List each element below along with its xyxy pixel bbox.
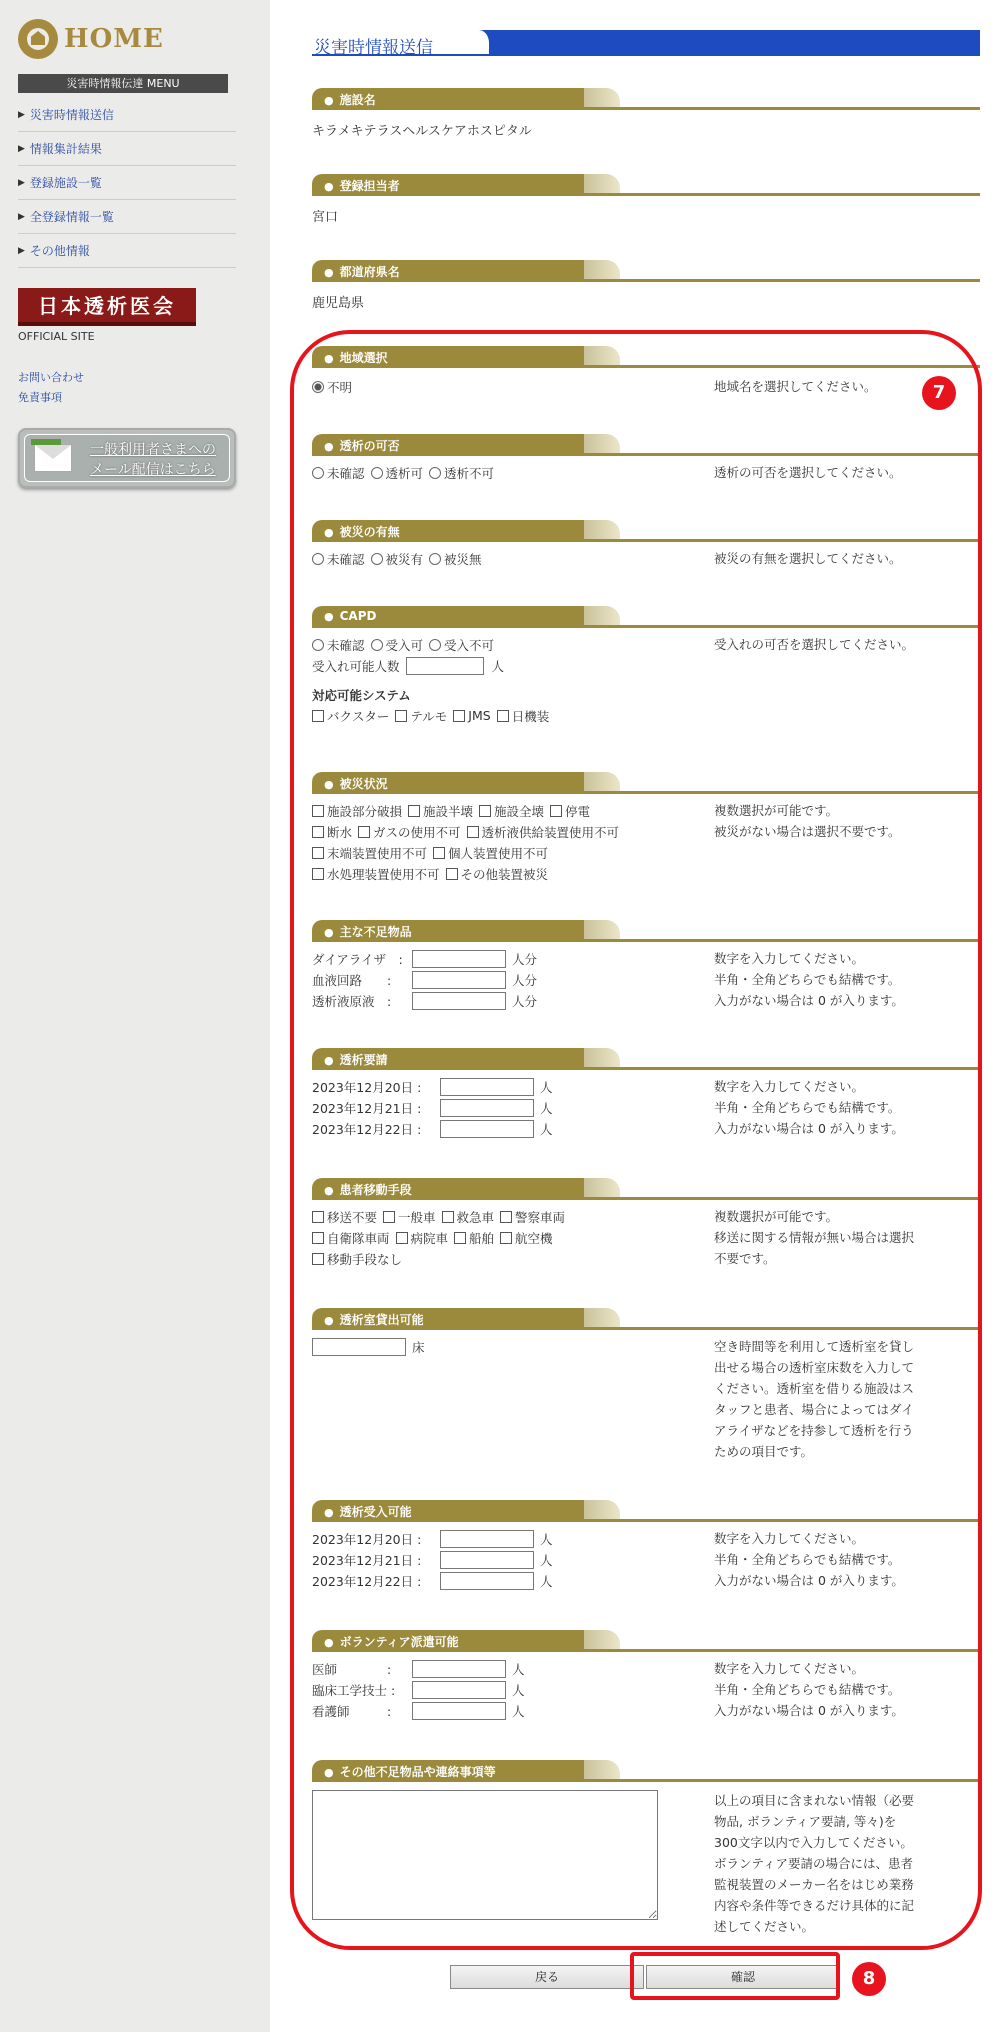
checkbox-label: 自衛隊車両: [327, 1230, 390, 1246]
field-label: 血液回路 :: [312, 972, 392, 988]
note-line: 述してください。: [714, 1919, 815, 1934]
disclaimer-link[interactable]: 免責事項: [18, 391, 62, 404]
sidebar: [0, 0, 270, 2032]
note-line: 数字を入力してください。: [714, 1661, 865, 1676]
sidebar-item-all-info[interactable]: ▶ 全登録情報一覧: [18, 200, 236, 234]
radio-label: 未確認: [327, 551, 365, 567]
section-registrant: [312, 174, 980, 225]
unit-label: 人: [512, 1682, 525, 1698]
note-line: 内容や条件等できるだけ具体的に記: [714, 1898, 915, 1913]
note-line: 数字を入力してください。: [714, 1531, 865, 1546]
field-label: 看護師 :: [312, 1703, 392, 1719]
registrant-name: 宮口: [312, 210, 339, 225]
note-line: アライザなどを持参して透析を行う: [714, 1423, 914, 1438]
confirm-button[interactable]: 確認: [646, 1965, 840, 1989]
note-line: 数字を入力してください。: [714, 1079, 865, 1094]
home-link[interactable]: [18, 16, 164, 62]
note-line: ボランティア要請の場合には、患者: [714, 1856, 914, 1871]
sidebar-menu: [18, 98, 236, 268]
section-title: ● 透析の可否: [324, 437, 400, 454]
triangle-right-icon: ▶: [18, 143, 25, 154]
section-title: ● 被災の有無: [324, 523, 400, 540]
checkbox-label: 施設全壊: [494, 803, 545, 819]
checkbox-label: バクスター: [327, 708, 390, 724]
checkbox-label: 一般車: [398, 1209, 436, 1225]
mail-line1: 一般利用者さまへの: [90, 442, 216, 458]
note-line: 入力がない場合は 0 が入ります。: [714, 1573, 904, 1588]
note-line: 移送に関する情報が無い場合は選択: [714, 1230, 915, 1245]
triangle-right-icon: ▶: [18, 109, 25, 120]
note-line: 複数選択が可能です。: [714, 1209, 839, 1224]
unit-label: 人: [540, 1552, 553, 1568]
checkbox-label: 病院車: [410, 1230, 449, 1246]
note-line: 300文字以内で入力してください。: [714, 1835, 913, 1850]
radio-label: 受入不可: [444, 637, 495, 653]
contact-link[interactable]: お問い合わせ: [18, 371, 84, 384]
checkbox-label: その他装置被災: [460, 866, 549, 882]
unit-label: 人: [540, 1079, 553, 1095]
unit-label: 人: [540, 1573, 553, 1589]
back-button[interactable]: 戻る: [450, 1965, 644, 1989]
status-note-2: 被災がない場合は選択不要です。: [714, 824, 901, 839]
highlight-form-outline: [290, 330, 982, 1950]
field-label: 透析液原液 :: [312, 993, 392, 1009]
note-line: 以上の項目に含まれない情報（必要: [714, 1793, 915, 1808]
section-title: ● 都道府県名: [324, 263, 400, 280]
note-line: 入力がない場合は 0 が入ります。: [714, 1121, 904, 1136]
section-title: ● ボランティア派遣可能: [324, 1633, 459, 1650]
section-title: ● CAPD: [324, 609, 376, 623]
page-title: 災害時情報送信: [314, 38, 433, 58]
sidebar-item-send[interactable]: ▶ 災害時情報送信: [18, 98, 236, 132]
note-line: 不要です。: [714, 1251, 776, 1266]
checkbox-label: 施設部分破損: [327, 803, 403, 819]
checkbox-label: 末端装置使用不可: [327, 845, 428, 861]
field-label: ダイアライザ :: [312, 951, 403, 967]
radio-label: 透析不可: [444, 465, 495, 481]
status-note-1: 複数選択が可能です。: [714, 803, 839, 818]
section-prefecture: [312, 260, 980, 311]
section-title: ● 被災状況: [324, 775, 388, 792]
unit-label: 人分: [512, 993, 538, 1009]
section-title: ● 施設名: [324, 91, 376, 108]
home-logo-icon: [18, 19, 58, 59]
unit-label: 人分: [512, 951, 538, 967]
field-label: 2023年12月20日 :: [312, 1531, 422, 1547]
note-line: 入力がない場合は 0 が入ります。: [714, 993, 904, 1008]
note-line: ください。透析室を借りる施設はス: [714, 1381, 915, 1396]
field-label: 2023年12月21日 :: [312, 1552, 422, 1568]
highlight-confirm-outline: [630, 1952, 840, 2000]
note-line: 半角・全角どちらでも結構です。: [714, 1552, 901, 1567]
annotation-badge-8: 8: [852, 1962, 886, 1996]
field-label: 2023年12月20日 :: [312, 1079, 422, 1095]
checkbox-label: 断水: [327, 824, 353, 840]
unit-label: 床: [412, 1339, 425, 1355]
checkbox-label: 航空機: [515, 1230, 553, 1246]
home-label: HOME: [64, 24, 164, 54]
sidebar-item-results[interactable]: ▶ 情報集計結果: [18, 132, 236, 166]
note-line: 半角・全角どちらでも結構です。: [714, 972, 901, 987]
unit-label: 人: [512, 1661, 525, 1677]
section-title: ● 地域選択: [324, 349, 388, 366]
note-line: 数字を入力してください。: [714, 951, 865, 966]
official-site-label: OFFICIAL SITE: [18, 330, 95, 343]
triangle-right-icon: ▶: [18, 245, 25, 256]
section-title: ● その他不足物品や連絡事項等: [324, 1763, 496, 1780]
envelope-icon: [34, 444, 72, 472]
checkbox-label: ガスの使用不可: [373, 824, 461, 840]
note-line: タッフと患者、場合によってはダイ: [714, 1402, 914, 1417]
checkbox-label: 透析液供給装置使用不可: [481, 824, 620, 840]
checkbox-label: 救急車: [456, 1209, 495, 1225]
section-title: ● 登録担当者: [324, 177, 400, 194]
unit-label: 人: [540, 1531, 553, 1547]
menu-heading: 災害時情報伝達 MENU: [18, 74, 228, 93]
checkbox-label: 警察車両: [515, 1209, 566, 1225]
note-line: 入力がない場合は 0 が入ります。: [714, 1703, 904, 1718]
note-line: 半角・全角どちらでも結構です。: [714, 1682, 901, 1697]
radio-label: 未確認: [327, 637, 365, 653]
region-note: 地域名を選択してください。: [714, 379, 877, 394]
checkbox-label: 水処理装置使用不可: [327, 866, 440, 882]
checkbox-label: 船舶: [469, 1230, 495, 1246]
unit-label: 人: [540, 1100, 553, 1116]
note-line: 空き時間等を利用して透析室を貸し: [714, 1339, 915, 1354]
field-label: 2023年12月22日 :: [312, 1121, 422, 1137]
field-label: 医師 :: [312, 1661, 392, 1677]
section-title: ● 透析受入可能: [324, 1503, 412, 1520]
radio-label: 未確認: [327, 465, 365, 481]
section-title: ● 透析要請: [324, 1051, 388, 1068]
prefecture-name: 鹿児島県: [312, 296, 365, 311]
checkbox-label: 移送不要: [327, 1209, 378, 1225]
note-line: 監視装置のメーカー名をはじめ業務: [714, 1877, 914, 1892]
sidebar-item-facilities[interactable]: ▶ 登録施設一覧: [18, 166, 236, 200]
system-label: 対応可能システム: [312, 687, 411, 703]
section-title: ● 患者移動手段: [324, 1181, 412, 1198]
damage-note: 被災の有無を選択してください。: [714, 551, 902, 566]
checkbox-label: 個人装置使用不可: [448, 845, 549, 861]
unit-label: 人: [540, 1121, 553, 1137]
section-facility: [312, 88, 980, 139]
triangle-right-icon: ▶: [18, 211, 25, 222]
mail-line2: メール配信はこちら: [90, 462, 216, 478]
field-label: 2023年12月21日 :: [312, 1100, 422, 1116]
unit-label: 人: [491, 658, 505, 674]
region-option-label: 不明: [327, 379, 353, 395]
capacity-label: 受入れ可能人数: [312, 658, 400, 674]
section-title: ● 主な不足物品: [324, 923, 412, 940]
section-title: ● 透析室貸出可能: [324, 1311, 424, 1328]
note-line: 出せる場合の透析室床数を入力して: [714, 1360, 915, 1375]
checkbox-label: テルモ: [410, 708, 448, 724]
sidebar-item-other[interactable]: ▶ その他情報: [18, 234, 236, 268]
jsdt-banner[interactable]: 日本透析医会: [18, 288, 196, 326]
dialysis-note: 透析の可否を選択してください。: [714, 465, 902, 480]
radio-label: 被災無: [444, 551, 482, 567]
note-line: ための項目です。: [714, 1444, 814, 1459]
triangle-right-icon: ▶: [18, 177, 25, 188]
facility-name: キラメキテラスヘルスケアホスピタル: [312, 124, 532, 139]
note-line: 半角・全角どちらでも結構です。: [714, 1100, 901, 1115]
radio-label: 被災有: [385, 551, 424, 567]
field-label: 2023年12月22日 :: [312, 1573, 422, 1589]
unit-label: 人: [512, 1703, 525, 1719]
note-line: 物品, ボランティア要請, 等々)を: [714, 1814, 897, 1829]
mail-delivery-button[interactable]: [18, 428, 236, 488]
radio-label: 透析可: [385, 465, 424, 481]
annotation-badge-7: 7: [922, 376, 956, 410]
checkbox-label: 停電: [565, 803, 591, 819]
page-title-bar: [312, 30, 980, 56]
capd-note: 受入れの可否を選択してください。: [714, 637, 915, 652]
checkbox-label: 日機装: [511, 708, 550, 724]
unit-label: 人分: [512, 972, 538, 988]
checkbox-label: 移動手段なし: [327, 1251, 403, 1267]
checkbox-label: JMS: [468, 708, 491, 723]
checkbox-label: 施設半壊: [423, 803, 474, 819]
radio-label: 受入可: [385, 637, 424, 653]
field-label: 臨床工学技士 :: [312, 1682, 396, 1698]
